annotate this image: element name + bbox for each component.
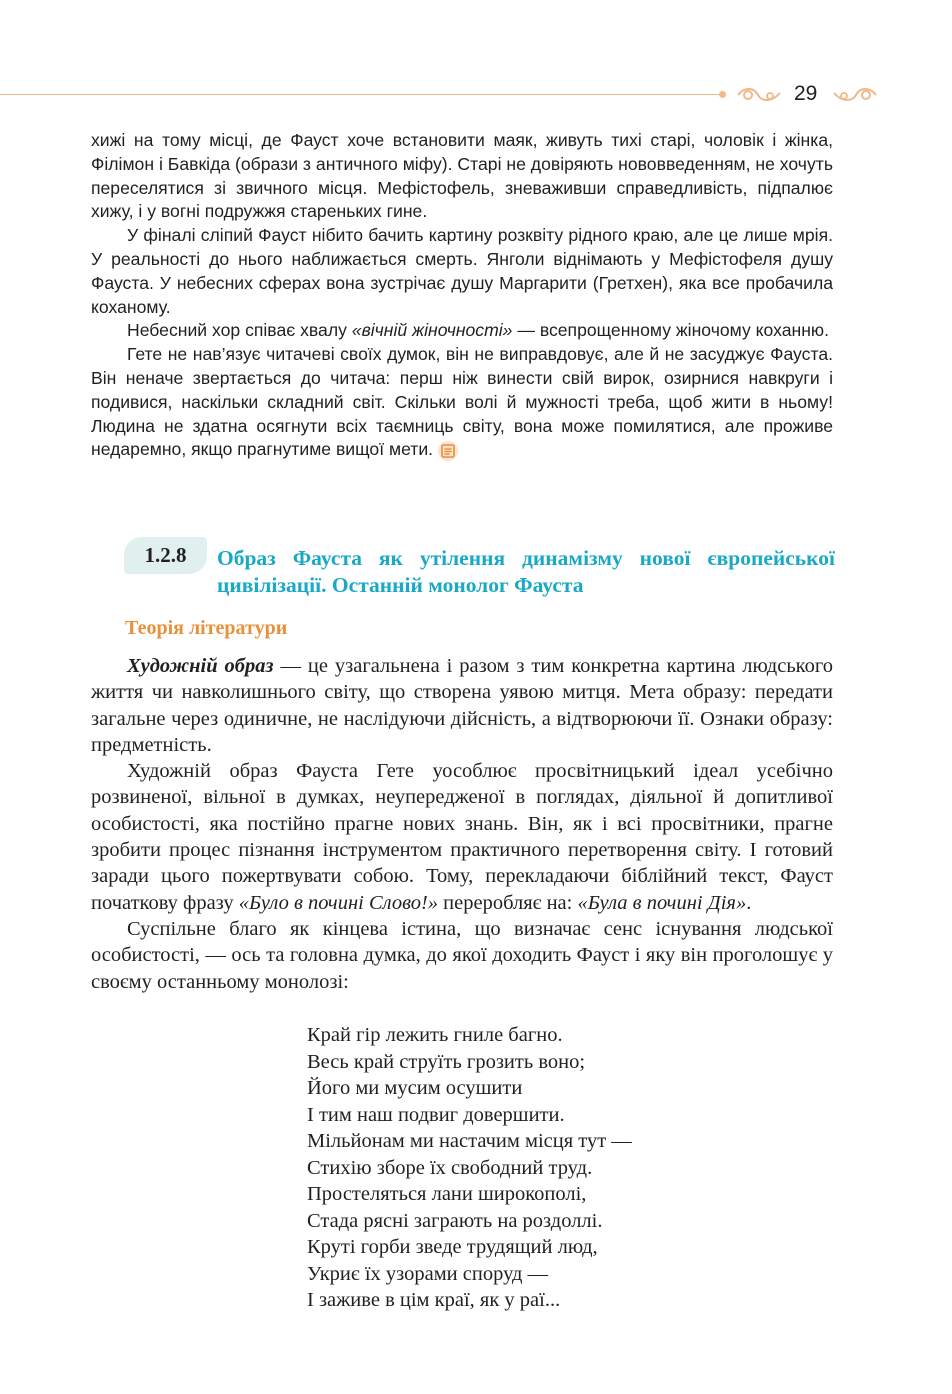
poem-line: Укриє їх узорами споруд — [307,1262,549,1285]
section-number-badge: 1.2.8 [124,537,207,574]
swirl-ornament-left-icon [736,84,782,106]
section-title: Образ Фауста як утілення динамізму нової європейської цивілізації. Останній монолог Фауста [217,546,835,597]
top-paragraph-3-start: Небесний хор співає хвалу [127,320,352,341]
body-paragraph-2-start: Художній образ Фауста Гете уособлює просвітницький ідеал усебічно розвиненої, вільної в думках, неупередженої в поглядах, діяльної й допитливої особистості, яка постійно прагне нових знань. Він, як і всі просвітники, прагне зробити процес пізнання інструментом практичного перетворення світу. І готовий заради цього пожертвувати собою. Тому, перекладаючи біблійний текст, Фауст початкову фразу [91,760,833,914]
poem-line: Край гір лежить гниле багно. [307,1024,563,1046]
body-text [91,653,833,995]
poem-line: Його ми мусим осушити [307,1077,523,1099]
top-text [91,129,833,462]
poem-line: Простеляться лани широкополі, [307,1183,587,1205]
quote-word: «Було в почині Слово!» [238,891,439,914]
body-paragraph-2-end: . [746,891,752,914]
page-number: 29 [794,82,818,105]
body-paragraph-1 [91,653,833,758]
poem-line: Круті горби зведе трудящий люд, [307,1236,598,1258]
header-rule [0,94,722,95]
body-paragraph-2-middle: переробляє на: [438,891,578,914]
poem-line: Стихію зборе їх свободний труд. [307,1156,593,1179]
top-paragraph-4-text: Гете не нав’язує читачеві своїх думок, він не виправдовує, але й не засуджує Фауста. Він неначе звертається до читача: перш ніж винести свій вирок, озирнися навкруги і подивися, наскільки складний світ. Скільки волі й мужності треба, щоб жити в ньому! Людина не здатна осягнути всіх таємниць світу, вона може помилятися, але проживе недаремно, якщо прагнутиме вищої мети. [91,344,833,460]
poem-line: І заживе в цім краї, як у раї... [307,1289,561,1311]
poem-line: Стада рясні заграють на роздоллі. [307,1209,603,1232]
top-paragraph-3 [91,319,833,343]
body-paragraph-3: Суспільне благо як кінцева істина, що визначає сенс існування людської особистості, — ось та головна думка, до якої доходить Фауст і яку він проголошує у своєму останньому монолозі: [91,917,833,993]
eternal-femininity-quote: «вічній жіночності» [351,320,513,341]
poem [307,1022,632,1314]
quote-deed: «Була в почині Дія» [577,891,747,914]
top-paragraph-2: У фіналі сліпий Фауст нібито бачить картину розквіту рідного краю, але це лише мрія. У реальності до нього наближається смерть. Янголи віднімають у Мефістофеля душу Фауста. У небесних сферах вона зустрічає душу Маргарити (Гретхен), яка все пробачила коханому. [91,225,833,317]
poem-line: І тим наш подвиг довершити. [307,1103,565,1126]
top-paragraph-1: хижі на тому місці, де Фауст хоче встановити маяк, живуть тихі старі, чоловік і жінка, Філімон і Бавкіда (образи з античного міфу). Старі не довіряють нововведенням, не хочуть переселятися зі звичного місця. Мефістофель, зневаживши справедливість, підпалює хижу, і у вогні подружжя стареньких гине. [91,130,833,222]
poem-line: Весь край струїть грозить воно; [307,1050,586,1073]
swirl-ornament-right-icon [832,84,878,106]
poem-line: Мільйонам ми настачим місця тут — [307,1130,632,1152]
top-paragraph-3-end: — всепрощенному жіночому коханню. [512,320,830,341]
term-artistic-image: Художній образ [127,655,274,677]
body-paragraph-1-rest: — це узагальнена і разом з тим конкретна картина людського життя чи навколишнього світу, що створена уявою митця. Мета образу: передати загальне через одиничне, не наслідуючи дійсність, а відтворюючи її. Ознаки образу: предметність. [91,655,833,756]
theory-heading: Теорія літератури [125,617,288,639]
notes-icon[interactable] [437,440,459,462]
body-paragraph-2 [91,758,833,916]
top-paragraph-4 [91,343,833,462]
header-rule-dot [719,91,726,98]
